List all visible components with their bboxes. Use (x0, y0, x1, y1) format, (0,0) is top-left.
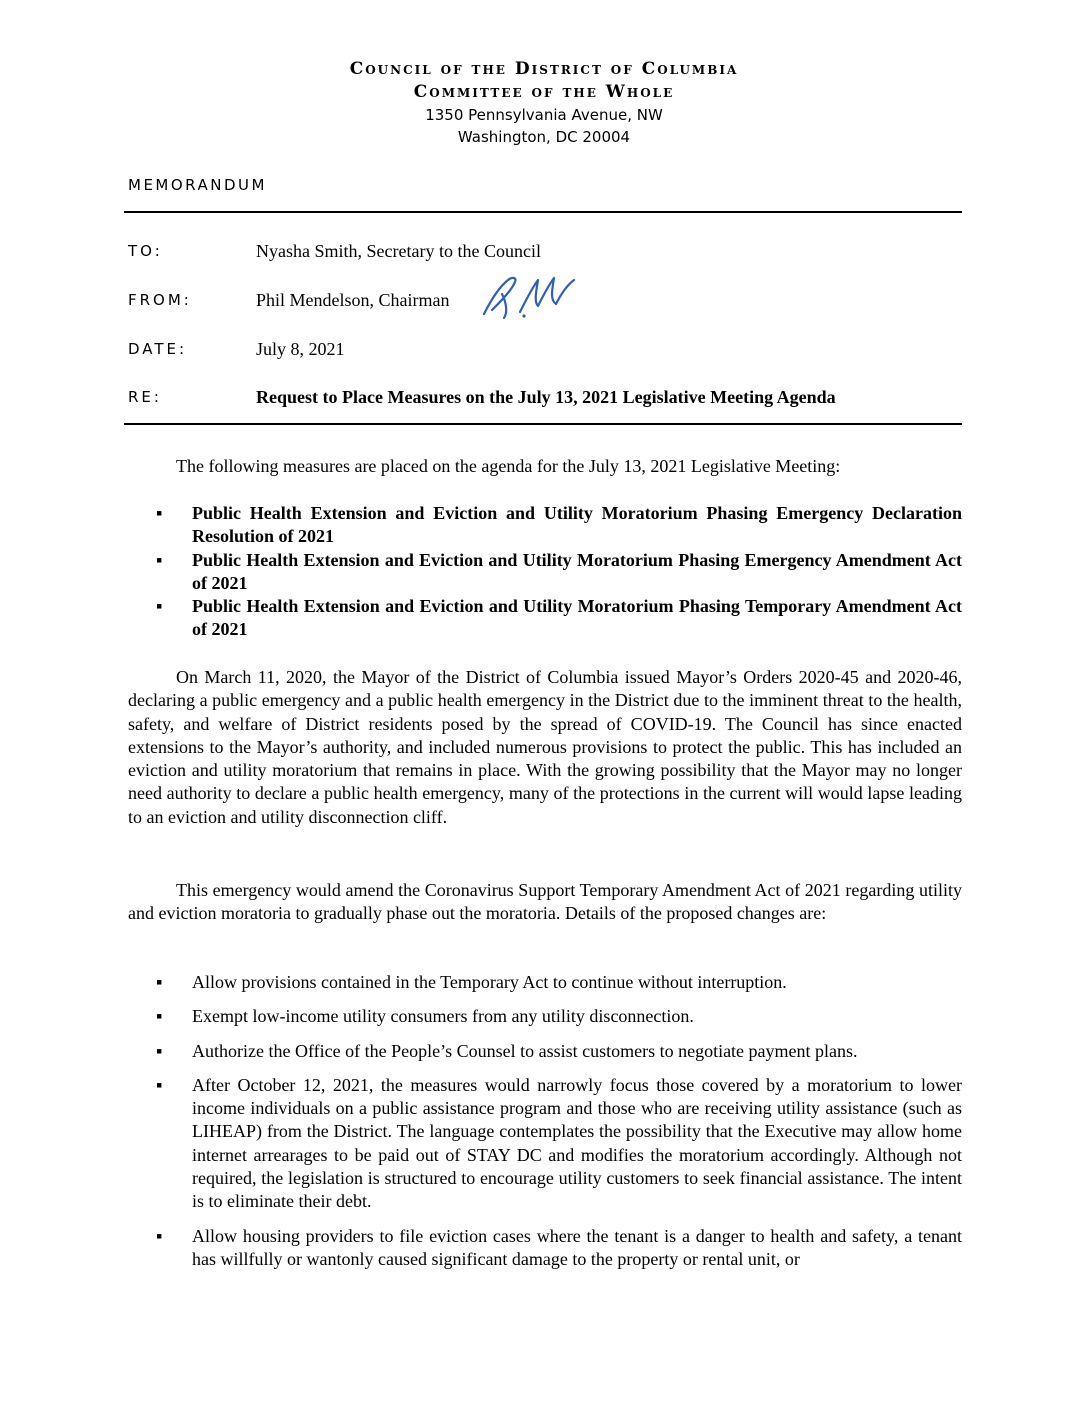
list-item (128, 549, 962, 596)
to-label: TO: (128, 242, 163, 260)
bullet-icon: ▪ (156, 549, 163, 570)
council-name: Council of the District of Columbia (349, 59, 739, 79)
date-label: DATE: (128, 340, 188, 358)
date-value: July 8, 2021 (256, 339, 345, 359)
bullet-icon: ▪ (156, 1225, 163, 1246)
committee-name: Committee of the Whole (413, 82, 675, 102)
list-item (128, 1040, 962, 1063)
change-text: After October 12, 2021, the measures would narrowly focus those covered by a moratorium to lower income individuals on a public assistance program and those who are receiving utility assistance (such as LIHEAP) from the District. The language contemplates the possibility that the Executive may allow home internet arrearages to be paid out of STAY DC and modifies the moratorium accordingly. Although not required, the legislation is structured to encourage utility customers to seek financial assistance. The intent is to eliminate their debt. (192, 1074, 962, 1212)
list-item (128, 1005, 962, 1028)
bullet-icon: ▪ (156, 972, 163, 992)
bullet-icon: ▪ (156, 596, 163, 617)
measures-list (128, 502, 962, 642)
list-item (128, 595, 962, 642)
changes-list (128, 971, 962, 1271)
paragraph-background: On March 11, 2020, the Mayor of the District of Columbia issued Mayor’s Orders 2020-45 and 2020-46, declaring a public emergency and a public health emergency in the District due to the imminent threat to the health, safety, and welfare of District residents posed by the spread of COVID-19. The Council has since enacted extensions to the Mayor’s authority, and included numerous provisions to protect the public. This has included an eviction and utility moratorium that remains in place. With the growing possibility that the Mayor may no longer need authority to declare a public health emergency, many of the protections in the current will would lapse leading to an eviction and utility disconnection cliff. (128, 667, 962, 827)
change-text: Exempt low-income utility consumers from any utility disconnection. (192, 1006, 694, 1027)
measure-text: Public Health Extension and Eviction and Utility Moratorium Phasing Temporary Amendment Act of 2021 (192, 596, 962, 640)
address-line-1: 1350 Pennsylvania Avenue, NW (425, 106, 663, 124)
measure-text: Public Health Extension and Eviction and Utility Moratorium Phasing Emergency Amendment Act of 2021 (192, 549, 962, 593)
bullet-icon: ▪ (156, 1006, 163, 1027)
list-item (128, 1225, 962, 1272)
list-item (128, 1074, 962, 1214)
bullet-icon: ▪ (156, 1074, 163, 1095)
bullet-icon: ▪ (156, 1040, 163, 1061)
bottom-rule (124, 423, 962, 425)
change-text: Allow housing providers to file eviction cases where the tenant is a danger to health and safety, a tenant has willfully or wantonly caused significant damage to the property or rental unit, or (192, 1225, 962, 1269)
to-row (128, 238, 962, 264)
change-text: Allow provisions contained in the Temporary Act to continue without interruption. (192, 972, 787, 992)
intro-text: The following measures are placed on the agenda for the July 13, 2021 Legislative Meeting: (176, 456, 841, 476)
signature-icon (480, 272, 580, 322)
bullet-icon: ▪ (156, 503, 163, 523)
paragraph-amendment: This emergency would amend the Coronavirus Support Temporary Amendment Act of 2021 regarding utility and eviction moratoria to gradually phase out the moratoria. Details of the proposed changes are: (128, 880, 962, 924)
memorandum-label: MEMORANDUM (128, 176, 267, 194)
re-row (128, 384, 962, 410)
from-label: FROM: (128, 291, 192, 309)
re-label: RE: (128, 388, 162, 406)
re-value: Request to Place Measures on the July 13, 2021 Legislative Meeting Agenda (256, 387, 836, 407)
list-item (128, 971, 962, 994)
date-row (128, 336, 962, 362)
change-text: Authorize the Office of the People’s Counsel to assist customers to negotiate payment plans. (192, 1040, 858, 1061)
measure-text: Public Health Extension and Eviction and Utility Moratorium Phasing Emergency Declaration Resolution of 2021 (192, 503, 962, 547)
letterhead (0, 58, 1088, 148)
to-value: Nyasha Smith, Secretary to the Council (256, 241, 541, 261)
address-line-2: Washington, DC 20004 (457, 128, 631, 146)
top-rule (124, 211, 962, 213)
list-item (128, 502, 962, 549)
from-value: Phil Mendelson, Chairman (256, 290, 450, 310)
